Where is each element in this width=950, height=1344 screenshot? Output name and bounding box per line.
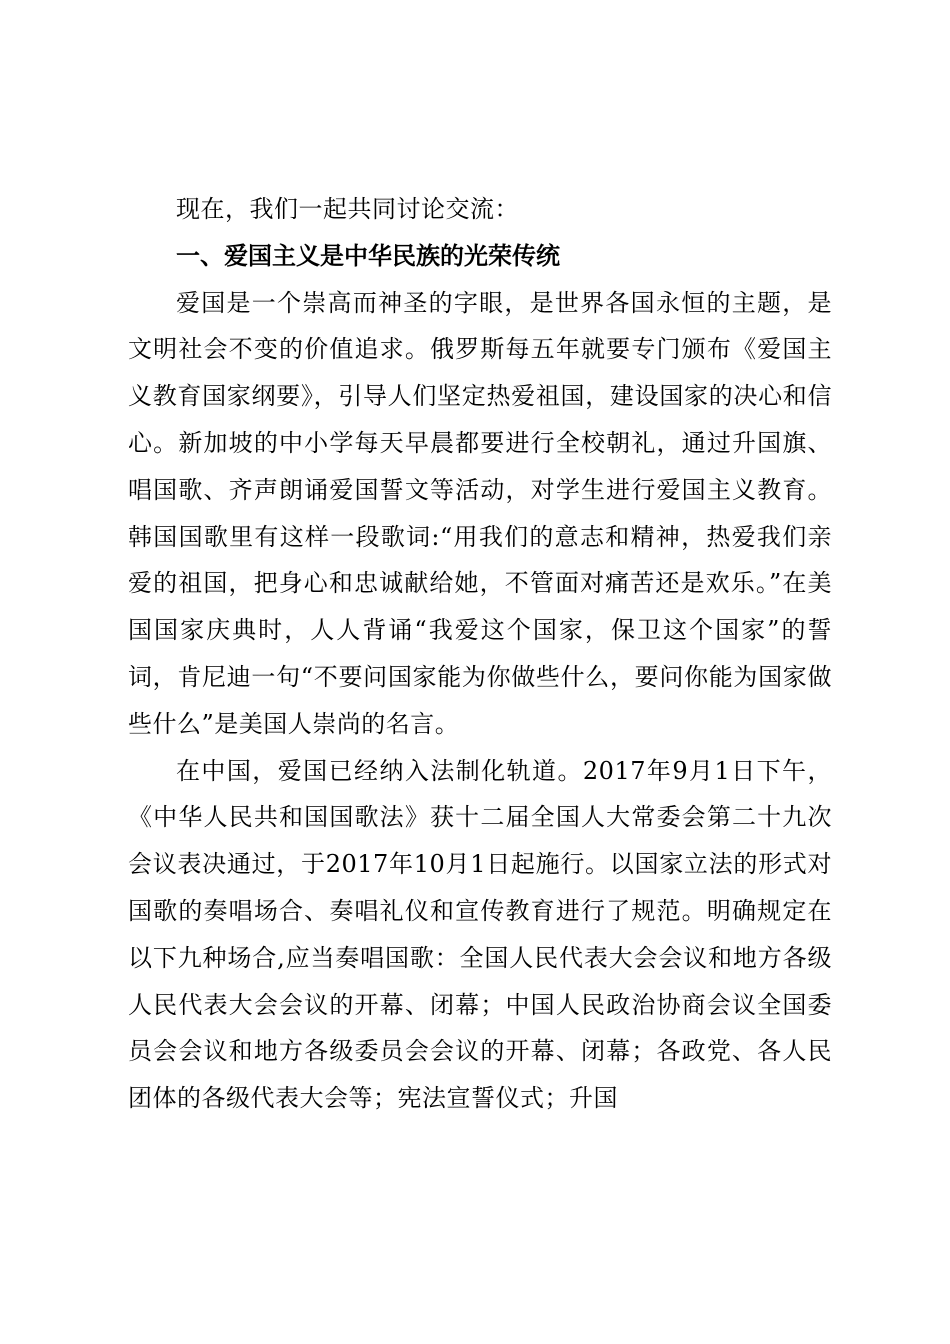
- body-paragraph: 在中国，爱国已经纳入法制化轨道。2017年9月1日下午，《中华人民共和国国歌法》获十二届全国人大常委会第二十九次会议表决通过，于2017年10月1日起施行。以国家立法的形式对国歌的奏唱场合、奏唱礼仪和宣传教育进行了规范。明确规定在以下九种场合,应当奏唱国歌：全国人民代表大会会议和地方各级人民代表大会会议的开幕、闭幕；中国人民政治协商会议全国委员会会议和地方各级委员会会议的开幕、闭幕；各政党、各人民团体的各级代表大会等；宪法宣誓仪式；升国: [128, 756, 832, 1113]
- intro-paragraph: 现在，我们一起共同讨论交流：: [176, 195, 519, 223]
- body-paragraph: 爱国是一个崇高而神圣的字眼，是世界各国永恒的主题，是文明社会不变的价值追求。俄罗斯每五年就要专门颁布《爱国主义教育国家纲要》，引导人们坚定热爱祖国，建设国家的决心和信心。新加坡的中小学每天早晨都要进行全校朝礼，通过升国旗、唱国歌、齐声朗诵爱国誓文等活动，对学生进行爱国主义教育。韩国国歌里有这样一段歌词:“用我们的意志和精神，热爱我们亲爱的祖国，把身心和忠诚献给她，不管面对痛苦还是欢乐。”在美国国家庆典时，人人背诵“我爱这个国家，保卫这个国家”的誓词，肯尼迪一句“不要问国家能为你做些什么，要问你能为国家做些什么”是美国人崇尚的名言。: [128, 288, 832, 738]
- section-heading: 一、爱国主义是中华民族的光荣传统: [176, 241, 560, 270]
- document-body: [128, 186, 832, 1122]
